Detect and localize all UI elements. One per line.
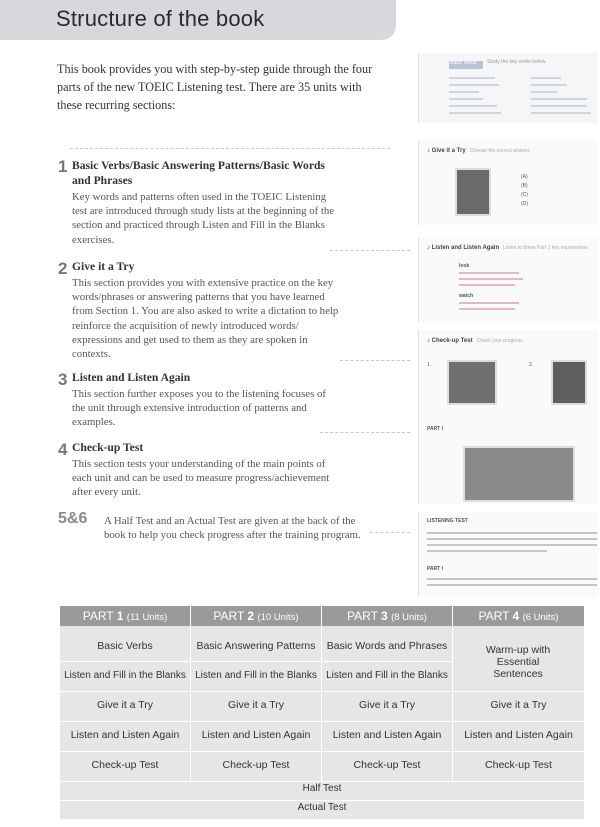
table-cell: Listen and Listen Again [70,729,180,741]
sample-photo [463,446,575,502]
column-header-part-3: PART 3 (8 Units) [322,606,452,626]
option-label: (B) [521,183,528,189]
table-cell: Listen and Listen Again [201,729,311,741]
text-line [427,538,597,540]
text-line [459,308,515,310]
option-label: (A) [521,174,528,180]
table-cell: Basic Verbs [97,640,153,652]
section-number: 3 [58,370,68,389]
text-line [427,532,597,534]
table-cell: Check-up Test [222,759,290,771]
section-number: 5&6 [58,510,88,527]
text-line [427,584,597,586]
part-label: PART I [427,566,444,572]
text-line [531,98,587,100]
sample-photo [455,168,491,216]
question-number: 1. [427,362,432,368]
grid-line [452,606,453,781]
section-title: Basic Verbs/Basic Answering Patterns/Basic Words and Phrases [72,159,325,187]
section-number: 1 [58,157,68,176]
tag-hint: Study the key verbs below. [487,59,547,65]
text-line [427,578,597,580]
table-cell: Warm-up with Essential Sentences [485,644,551,680]
column-header-part-1: PART 1 (11 Units) [60,606,190,626]
section-title: Give it a Try [72,260,135,273]
text-line [449,91,479,93]
parts-table [60,606,584,819]
thumb-basic-verbs [418,53,598,123]
text-line [531,77,561,79]
section-1 [58,158,358,247]
section-5-6 [58,510,368,542]
thumb-title: ♪ Listen and Listen Again Listen to these Part 1 key expressions. [427,245,590,251]
text-line [531,91,557,93]
text-line [449,77,495,79]
sample-photo [447,360,497,405]
text-line [449,105,497,107]
sample-photo [551,360,587,405]
question-number: 2. [529,362,534,368]
text-line [531,105,587,107]
table-cell: Check-up Test [485,759,552,771]
text-line [427,544,597,546]
text-line [449,98,483,100]
section-title: Check-up Test [72,441,144,454]
text-line [459,278,523,280]
divider [70,148,390,149]
column-header-part-2: PART 2 (10 Units) [191,606,321,626]
grid-line [321,606,322,781]
grid-line [60,800,584,801]
grid-line [60,661,452,662]
column-header-part-4: PART 4 (6 Units) [453,606,584,626]
section-number: 4 [58,440,68,459]
thumb-part-one [418,420,598,504]
actual-test-row: Actual Test [297,802,347,813]
header-bar [0,0,396,40]
table-cell: Basic Answering Patterns [196,640,316,652]
text-line [531,112,591,114]
thumb-checkup-test [418,330,598,420]
table-cell: Check-up Test [353,759,421,771]
grid-line [60,691,584,692]
table-cell: Give it a Try [490,699,547,711]
section-title: Listen and Listen Again [72,371,191,384]
table-cell: Listen and Fill in the Blanks [64,670,186,681]
page-title: Structure of the book [56,6,265,31]
thumb-listening-test [418,512,598,597]
table-cell: Listen and Listen Again [464,729,573,741]
section-body: Key words and patterns often used in the TOEIC Listening test are introduced through study lists at the beginning of the section and practiced through Listen and Fill in the Blanks exercises. [72,191,335,246]
section-body: This section provides you with extensive practice on the key words/phrases or answering patterns that you have learned from Section 1. You are also asked to write a dictation to help reinforce the acquisition of newly introduced words/ expressions and get used to them as they are spoken in contexts. [72,277,339,361]
table-cell: Listen and Listen Again [332,729,442,741]
text-line [459,302,519,304]
table-cell: Check-up Test [91,759,159,771]
table-cell: Listen and Fill in the Blanks [195,670,317,681]
table-cell: Listen and Fill in the Blanks [326,670,448,681]
text-line [459,272,519,274]
section-4 [58,440,358,500]
keyword: look [459,263,470,269]
keyword: watch [459,293,474,299]
section-3 [58,370,358,430]
text-line [531,84,567,86]
grid-line [190,606,191,781]
table-cell: Give it a Try [227,699,284,711]
grid-line [60,721,584,722]
section-body: This section further exposes you to the listening focuses of the unit through extensive introduction of patterns and examples. [72,388,326,429]
tag-label: Basic Verbs [450,60,477,66]
thumb-give-it-a-try [418,140,598,225]
divider [320,432,410,433]
test-label: LISTENING TEST [427,518,468,524]
thumb-listen-again [418,237,598,322]
option-label: (D) [521,201,528,207]
part-label: PART I [427,426,444,432]
intro-paragraph: This book provides you with step-by-step guide through the four parts of the new TOEIC Listening test. There are 35 units with these recurring sections: [57,62,373,112]
grid-line [60,751,584,752]
table-cell: Give it a Try [358,699,415,711]
text-line [449,84,499,86]
text-line [459,284,515,286]
text-line [449,112,501,114]
thumb-title: ♪ Give it a Try Choose the correct answer. [427,148,531,154]
option-label: (C) [521,192,528,198]
section-number: 2 [58,259,68,278]
table-cell: Give it a Try [96,699,153,711]
table-cell: Basic Words and Phrases [326,640,448,652]
section-body: A Half Test and an Actual Test are given at the back of the book to help you check progress after the training program. [104,515,361,541]
section-body: This section tests your understanding of the main points of each unit and can be used to measure progress/achievement after every unit. [72,458,330,499]
section-2 [58,259,358,361]
sample-pages [398,0,600,600]
half-test-row: Half Test [302,783,342,794]
text-line [427,550,547,552]
grid-line [60,781,584,782]
thumb-title: ♪ Check-up Test Check your progress. [427,338,525,344]
